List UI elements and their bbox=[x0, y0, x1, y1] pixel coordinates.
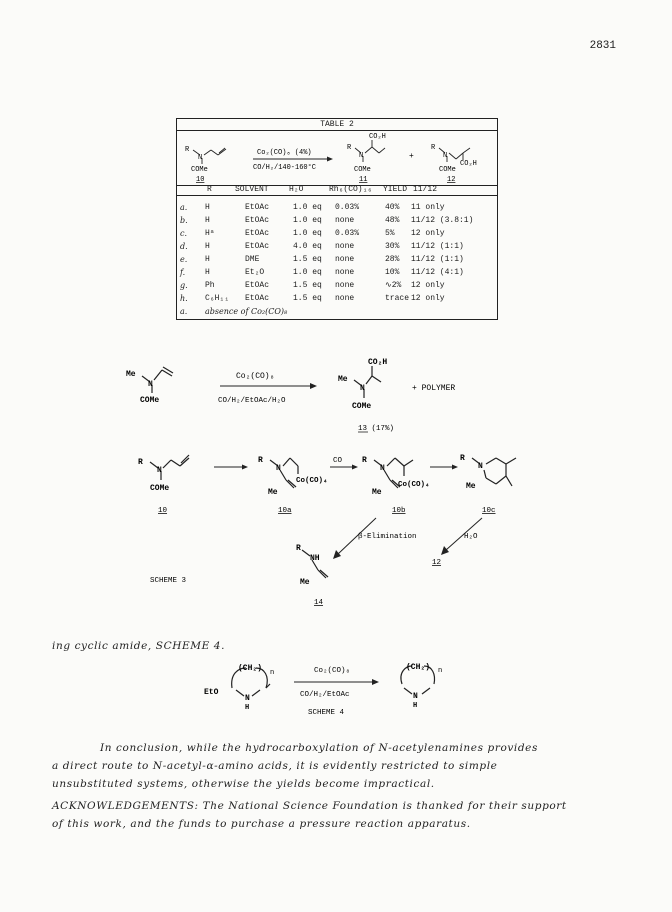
p1-n: N bbox=[359, 152, 364, 160]
row-rh: 0.03% bbox=[335, 229, 360, 238]
s3-10b-me: Me bbox=[372, 488, 382, 497]
plus-polymer: + POLYMER bbox=[412, 384, 456, 393]
structure-13 bbox=[354, 366, 381, 398]
conclusion-line-2: a direct route to N-acetyl-α-amino acids, it is evidently restricted to simple bbox=[52, 760, 498, 772]
table-row bbox=[177, 240, 497, 253]
row-h2o: 1.0 eq bbox=[293, 216, 322, 225]
p13-n: N bbox=[360, 384, 365, 393]
row-rh: none bbox=[335, 242, 355, 251]
s3-label-14: 14 bbox=[314, 599, 324, 607]
row-h2o: 1.5 eq bbox=[293, 294, 322, 303]
s3-10c-r: R bbox=[460, 454, 465, 463]
row-ratio: 11/12 (1:1) bbox=[411, 255, 464, 264]
table-row bbox=[177, 266, 497, 279]
structure-10a bbox=[270, 458, 298, 488]
s3-10a-me: Me bbox=[268, 488, 278, 497]
row-solvent: EtOAc bbox=[245, 229, 270, 238]
row-yield: 48% bbox=[385, 216, 400, 225]
scheme-4-intro: ing cyclic amide, SCHEME 4. bbox=[52, 640, 226, 652]
table-title: TABLE 2 bbox=[177, 119, 497, 131]
s3-14-me: Me bbox=[300, 578, 310, 587]
row-rh: none bbox=[335, 255, 355, 264]
s4-p-n: N bbox=[413, 692, 418, 701]
row-h2o: 1.0 eq bbox=[293, 268, 322, 277]
table-row bbox=[177, 201, 497, 214]
s4-sm-h: H bbox=[245, 704, 250, 712]
row-rh: none bbox=[335, 268, 355, 277]
s3-label-10c: 10c bbox=[482, 507, 496, 515]
page-number: 2831 bbox=[589, 40, 616, 52]
row-id: g. bbox=[180, 281, 188, 290]
s3-10-n: N bbox=[157, 466, 162, 475]
table-plus: + bbox=[409, 152, 414, 161]
row-rh: none bbox=[335, 216, 355, 225]
p13-label: 13 (17%) bbox=[358, 425, 395, 433]
s3-14-r: R bbox=[296, 544, 301, 553]
p2-r: R bbox=[431, 144, 436, 152]
row-solvent: DME bbox=[245, 255, 260, 264]
s3-10-r: R bbox=[138, 458, 143, 467]
row-rh: none bbox=[335, 281, 355, 290]
s3-10a-n: N bbox=[276, 464, 281, 473]
table-row bbox=[177, 227, 497, 240]
s3-label-10a: 10a bbox=[278, 507, 292, 515]
s4-sm-n-sub: n bbox=[270, 669, 275, 677]
row-h2o: 1.0 eq bbox=[293, 203, 322, 212]
table-row bbox=[177, 214, 497, 227]
row-yield: 40% bbox=[385, 203, 400, 212]
row-id: d. bbox=[180, 242, 188, 251]
s4-reagent-top: Co₂(CO)₈ bbox=[314, 667, 351, 675]
row-h2o: 1.5 eq bbox=[293, 281, 322, 290]
s4-p-h: H bbox=[413, 702, 418, 710]
s3-10a-co: Co(CO)₄ bbox=[296, 477, 328, 485]
s3-label-12: 12 bbox=[432, 559, 442, 567]
table-row bbox=[177, 292, 497, 305]
row-r: H bbox=[205, 216, 210, 225]
row-h2o: 1.0 eq bbox=[293, 229, 322, 238]
sm-label: 10 bbox=[196, 176, 205, 184]
col-r: R bbox=[207, 185, 212, 194]
conclusion-line-1: In conclusion, while the hydrocarboxylation of N-acetylenamines provides bbox=[100, 742, 538, 754]
table-reagent-top: Co₂(CO)₈ (4%) bbox=[257, 149, 312, 157]
table-rule-2 bbox=[177, 195, 497, 196]
row-id: c. bbox=[180, 229, 188, 238]
p13-me: Me bbox=[338, 375, 348, 384]
s3-h2o: H₂O bbox=[464, 533, 478, 541]
p2-label: 12 bbox=[447, 176, 456, 184]
row-id: a. bbox=[180, 203, 188, 212]
s3-10c-n: N bbox=[478, 462, 483, 471]
p2-n: N bbox=[443, 152, 448, 160]
s4-p-n-sub: n bbox=[438, 667, 443, 675]
col-rh: Rh₆(CO)₁₆ bbox=[329, 185, 373, 194]
p1-r: R bbox=[347, 144, 352, 152]
row-solvent: EtOAc bbox=[245, 294, 270, 303]
table-row bbox=[177, 253, 497, 266]
enamide-n: N bbox=[148, 380, 153, 389]
row-id: b. bbox=[180, 216, 188, 225]
row-yield: 5% bbox=[385, 229, 395, 238]
s3-10b-n: N bbox=[380, 464, 385, 473]
row-yield: trace bbox=[385, 294, 410, 303]
row-h2o: 1.5 eq bbox=[293, 255, 322, 264]
row-yield: 10% bbox=[385, 268, 400, 277]
row-ratio: 11/12 (4:1) bbox=[411, 268, 464, 277]
p1-label: 11 bbox=[359, 176, 368, 184]
p1-come: COMe bbox=[354, 166, 371, 174]
row-yield: 30% bbox=[385, 242, 400, 251]
row-r: Ph bbox=[205, 281, 215, 290]
p2-co2h: CO₂H bbox=[460, 160, 477, 168]
row-r: C₆H₁₁ bbox=[205, 294, 230, 303]
ack-line-1: ACKNOWLEDGEMENTS: The National Science Foundation is thanked for their support bbox=[52, 800, 567, 812]
s3-co: CO bbox=[333, 457, 343, 465]
s3-10c-me: Me bbox=[466, 482, 476, 491]
col-solvent: SOLVENT bbox=[235, 185, 269, 194]
sm-come: COMe bbox=[191, 166, 208, 174]
row-r: Hᵃ bbox=[205, 229, 215, 238]
table-footnote: a. absence of Co₂(CO)₈ bbox=[180, 307, 288, 316]
s3-label-10: 10 bbox=[158, 507, 168, 515]
structure-10-s3 bbox=[150, 455, 189, 480]
table-2 bbox=[176, 118, 498, 320]
s3-10b-co: Co(CO)₄ bbox=[398, 481, 430, 489]
scheme-4-caption: SCHEME 4 bbox=[308, 709, 345, 716]
row-id: h. bbox=[180, 294, 188, 303]
table-reagent-bottom: CO/H₂/140-160°C bbox=[253, 164, 317, 172]
col-ratio: 11/12 bbox=[413, 185, 438, 194]
table-arrowhead bbox=[327, 157, 333, 162]
mid-reagent-top: Co₂(CO)₈ bbox=[236, 372, 275, 381]
s3-beta-elim: β-Elimination bbox=[358, 533, 417, 541]
mid-reagent-bottom: CO/H₂/EtOAc/H₂O bbox=[218, 397, 286, 405]
p1-co2h: CO₂H bbox=[369, 133, 386, 141]
row-ratio: 12 only bbox=[411, 281, 445, 290]
row-ratio: 12 only bbox=[411, 294, 445, 303]
row-solvent: EtOAc bbox=[245, 216, 270, 225]
row-solvent: Et₂O bbox=[245, 268, 265, 277]
s3-10-come: COMe bbox=[150, 484, 170, 493]
s4-p-ch2: (CH₂) bbox=[406, 663, 431, 672]
s4-sm-n: N bbox=[245, 694, 250, 703]
col-yield: YIELD bbox=[383, 185, 408, 194]
row-r: H bbox=[205, 255, 210, 264]
scheme-4 bbox=[190, 654, 510, 716]
col-h2o: H₂O bbox=[289, 185, 304, 194]
scheme-3-caption: SCHEME 3 bbox=[150, 577, 187, 585]
scheme-3 bbox=[130, 440, 550, 620]
row-ratio: 11 only bbox=[411, 203, 445, 212]
row-rh: 0.03% bbox=[335, 203, 360, 212]
sm-r: R bbox=[185, 146, 190, 154]
row-id: e. bbox=[180, 255, 188, 264]
row-solvent: EtOAc bbox=[245, 281, 270, 290]
s3-10a-r: R bbox=[258, 456, 263, 465]
row-ratio: 12 only bbox=[411, 229, 445, 238]
row-ratio: 11/12 (1:1) bbox=[411, 242, 464, 251]
s4-sm-ch2: (CH₂) bbox=[238, 664, 263, 673]
s3-10b-r: R bbox=[362, 456, 367, 465]
p13-come: COMe bbox=[352, 402, 372, 411]
row-h2o: 4.0 eq bbox=[293, 242, 322, 251]
row-id: f. bbox=[180, 268, 186, 277]
enamide-come: COMe bbox=[140, 396, 160, 405]
ack-line-2: of this work, and the funds to purchase a pressure reaction apparatus. bbox=[52, 818, 471, 830]
s4-reagent-bottom: CO/H₂/EtOAc bbox=[300, 691, 350, 699]
row-rh: none bbox=[335, 294, 355, 303]
row-yield: ∿2% bbox=[385, 281, 402, 290]
row-r: H bbox=[205, 203, 210, 212]
row-ratio: 11/12 (3.8:1) bbox=[411, 216, 474, 225]
s3-14-nh: NH bbox=[310, 554, 320, 563]
structure-enamide bbox=[142, 367, 173, 393]
sm-n: N bbox=[198, 154, 203, 162]
p2-come: COMe bbox=[439, 166, 456, 174]
row-yield: 28% bbox=[385, 255, 400, 264]
s4-eto: EtO bbox=[204, 688, 219, 697]
p13-co2h: CO₂H bbox=[368, 358, 388, 367]
row-r: H bbox=[205, 268, 210, 277]
conclusion-line-3: unsubstituted systems, otherwise the yields become impractical. bbox=[52, 778, 435, 790]
row-solvent: EtOAc bbox=[245, 242, 270, 251]
table-reaction-scheme bbox=[177, 131, 497, 185]
enamide-me: Me bbox=[126, 370, 136, 379]
table-row bbox=[177, 279, 497, 292]
s3-label-10b: 10b bbox=[392, 507, 406, 515]
row-solvent: EtOAc bbox=[245, 203, 270, 212]
row-r: H bbox=[205, 242, 210, 251]
scheme-enamide-hydrocarboxylation bbox=[100, 352, 540, 442]
mid-arrowhead bbox=[310, 383, 317, 389]
table-column-headers bbox=[177, 185, 497, 195]
